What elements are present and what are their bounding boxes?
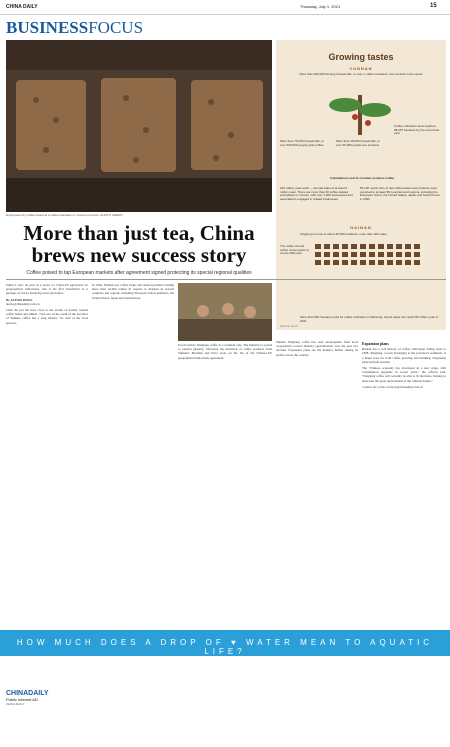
yunnan-intro: More than 200,000 farming households, or over 1 million residents, are involved in the sector [299,72,423,76]
headline: More than just tea, China brews new success story [23,221,255,267]
footer-sub: Public Interest AD [6,697,38,702]
footer-logo: CHINADAILY [6,690,49,697]
page-number: 15 [430,3,437,9]
photo-caption: Employees dry coffee beans at a coffee plantation in Yunnan province. PHOTO CREDIT [6,213,124,217]
plantations-note: 2 plantations and 11 counties produce coffee [330,176,395,180]
column-3: Food tourists: Xinglong coffee at a roadside cafe. The industry is poised to expand globally, following the inclusion of coffee products from Yunnan's Baoshan and Pu'er areas on the list of the Chinese-EU geographical indications agreement. [178,343,272,360]
footer-tagline: CHINA DAILY [6,702,25,706]
infographic-title: Growing tastes [328,52,394,62]
deck: Coffee poised to tap European markets after agreement signed protecting its special regional qualities [26,270,252,276]
infographic-source: Source: Gov't [280,324,299,328]
hainan-stat: More than 660 hectares used for coffee cultivation in Wanning, output value can reach 80 million yuan in 2021 [300,315,439,323]
issue-date: Thursday, July 1, 2021 [300,4,341,9]
stat-households: More than 75,000 households, or over 300,000 people grow coffee [280,139,325,147]
column-5-block [362,340,446,389]
footer [6,690,49,706]
reporter: By ALEXIS HOOL [6,297,33,302]
section-business: BUSINESS [6,18,89,37]
reporter-email: alexis@chinadaily.com.cn [6,301,40,306]
cafe-photo [178,283,272,341]
page-header [0,0,450,15]
editors-note: Editor's note: As part of a series on China-EU agreement on geographical indications, this is the first installment in a package of stories featuring local specialties. [6,283,88,296]
column-6: The "Chinese economy has developed in a new stage, with consumption upgrades in recent years," the official said. "Xinglong coffee will certainly be able to fit the times, helping to showcase the great rejuvenation of the Chinese nation." [362,366,446,383]
stat-involved: More than 18,000 households, or over 90,000 people are involved [336,139,381,147]
column-4: Yunnan Xinglong coffee has seen development from local cooperatives toward industry specialization over the past two decades. Expansion plans see the industry further raising its profile across the country. [276,340,358,357]
contact-line: Contact the writer at alexis@chinadaily.com.cn [362,384,424,389]
section-title [6,18,143,38]
stat-exports: 56,100 metric tons of raw coffee beans and products were exported to at least 58 countries and regions, including the European Union, the United States, Japan and South Korea in 2020 [360,186,440,201]
hainan-intro: Xinglong is home to about 36,000 residents, more than 200 cafes [300,232,387,236]
column-2: In 1904, Yunnan saw coffee beans and related products loading more than 16,000 tonnes in exports to markets in several countries and regions, including European Union members, the United States, Japan and South Korea. [92,283,174,300]
column-1: Chen Xu put his nose close to the aroma of freshly roasted coffee beans and smiled. "You see, in the south of the province of Yunnan, coffee has a long history," he said of the local growers. [6,308,88,325]
stat-enterprises: 100 million yuan each — Annual sales of at least 5 million yuan. There are more than 60 coffee-related enterprises in Yunnan, with over 1,000 businesses and associations engaged in related businesses [280,186,353,201]
expansion-heading: Expansion plans [362,342,389,346]
section-focus: FOCUS [88,18,144,37]
byline-block [6,283,88,325]
hainan-label: HAINAN [350,225,372,230]
hainan-note: The coffee annual coffee consumption in county 180 cups [280,244,310,256]
coffee-beans-photo [6,40,272,212]
masthead-logo: CHINA DAILY [6,4,38,10]
column-5: Hainan has a rich history of coffee cultivation dating back to 1898. Xinglong, a town belonging to the province's southeast, is a major base for both coffee growing and drinking. Expansion plans include tourism. [362,347,446,364]
ad-banner-text: HOW MUCH DOES A DROP OF ♥ WATER MEAN TO AQUATIC LIFE? [16,638,434,656]
yunnan-label: YUNNAN [349,66,373,71]
coffee-cups-icon [315,244,440,289]
divider [6,279,446,280]
stat-area: Coffee cultivation area reached 98,667 hectares by the end of last year [394,124,440,136]
